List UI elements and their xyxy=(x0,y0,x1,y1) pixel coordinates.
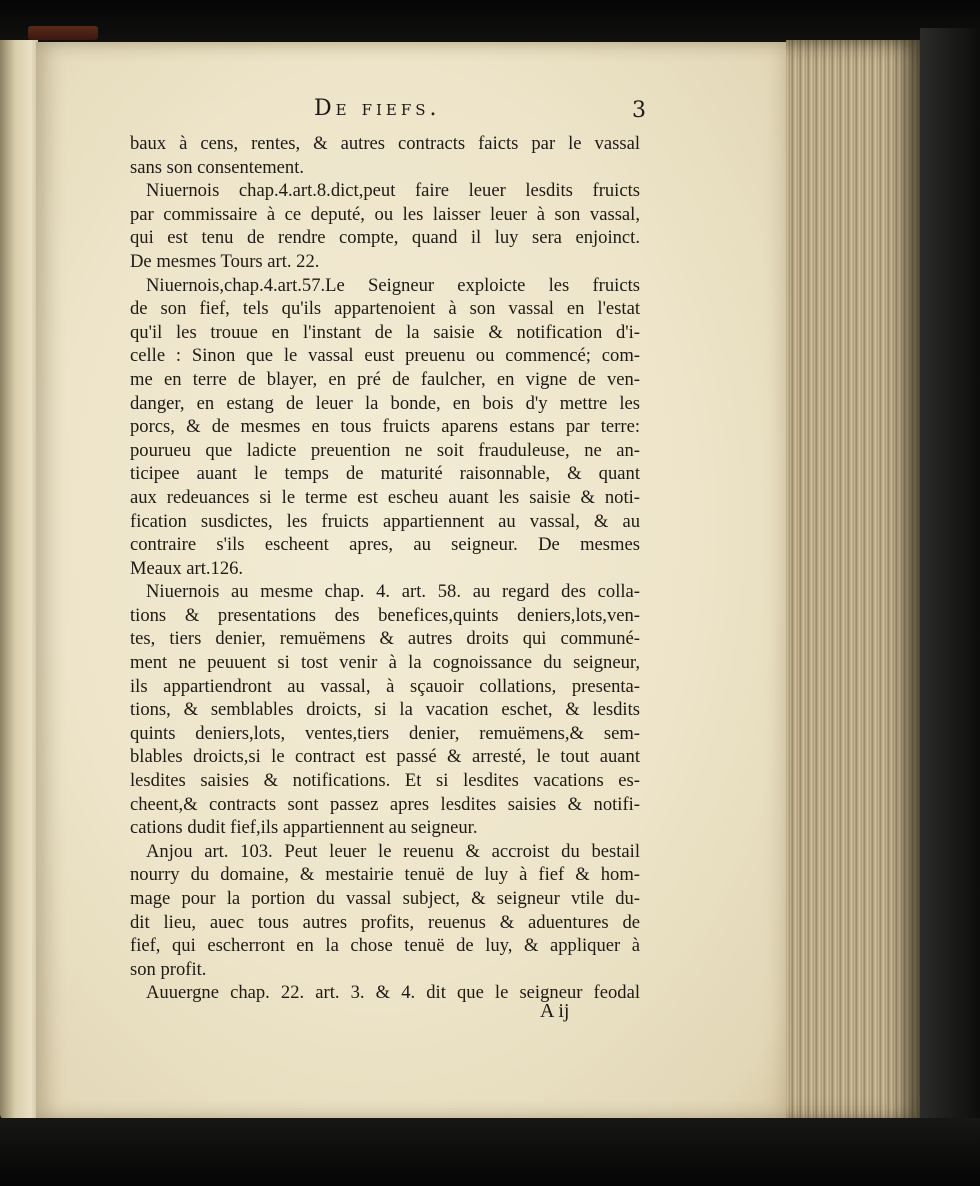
text-line: me en terre de blayer, en pré de faulcher, en vigne de ven- xyxy=(130,368,640,390)
binding-edge xyxy=(28,26,98,40)
text-line: nourry du domaine, & mestairie tenuë de luy à fief & hom- xyxy=(130,864,640,886)
running-head xyxy=(130,96,646,130)
text-line: qu'il les trouue en l'instant de la saisie & notification d'i- xyxy=(130,321,640,343)
text-line: son profit. xyxy=(130,958,207,980)
text-line: Anjou art. 103. Peut leuer le reuenu & accroist du bestail xyxy=(146,840,640,862)
text-line: lesdites saisies & notifications. Et si lesdites vacations es- xyxy=(130,770,640,792)
text-line: Niuernois chap.4.art.8.dict,peut faire leuer lesdits fruicts xyxy=(146,180,640,202)
text-line: baux à cens, rentes, & autres contracts faicts par le vassal xyxy=(130,133,640,154)
text-line: ment ne peuuent si tost venir à la cognoissance du seigneur, xyxy=(130,652,640,674)
text-line: De mesmes Tours art. 22. xyxy=(130,250,320,272)
text-line: Niuernois,chap.4.art.57.Le Seigneur exploicte les fruicts xyxy=(146,274,640,296)
page-stack-edges xyxy=(786,40,928,1124)
text-line: cations dudit fief,ils appartiennent au seigneur. xyxy=(130,817,478,839)
text-line: ils appartiendront au vassal, à sçauoir collations, presenta- xyxy=(130,675,640,697)
text-line: blables droicts,si le contract est passé & arresté, le tout auant xyxy=(130,746,640,768)
text-line: pourueu que ladicte preuention ne soit frauduleuse, ne an- xyxy=(130,439,640,461)
text-line: Niuernois au mesme chap. 4. art. 58. au regard des colla- xyxy=(146,581,640,603)
text-line: par commissaire à ce deputé, ou les laisser leuer à son vassal, xyxy=(130,203,640,225)
text-line: fief, qui escherront en la chose tenuë de luy, & appliquer à xyxy=(130,935,640,957)
text-line: fication susdictes, les fruicts appartiennent au vassal, & au xyxy=(130,510,640,532)
text-line: Meaux art.126. xyxy=(130,557,244,579)
text-line: dit lieu, auec tous autres profits, reuenus & aduentures de xyxy=(130,911,640,933)
text-line: celle : Sinon que le vassal eust preuenu ou commencé; com- xyxy=(130,345,640,367)
text-line: contraire s'ils escheent apres, au seigneur. De mesmes xyxy=(130,534,640,556)
text-line: tes, tiers denier, remuëmens & autres droits qui communé- xyxy=(130,628,640,650)
signature-mark: A ij xyxy=(540,1000,570,1022)
text-line: qui est tenu de rendre compte, quand il luy sera enjoinct. xyxy=(130,227,640,249)
background-bottom xyxy=(0,1118,980,1186)
text-line: tions, & semblables droicts, si la vacation eschet, & lesdits xyxy=(130,699,640,721)
text-line: tions & presentations des benefices,quints deniers,lots,ven- xyxy=(130,604,640,626)
text-line: ticipee auant le temps de maturité raisonnable, & quant xyxy=(130,463,640,485)
text-line: danger, en estang de leuer la bonde, en bois d'y mettre les xyxy=(130,392,640,414)
page-number: 3 xyxy=(632,98,646,123)
text-line: aux redeuances si le terme est escheu auant les saisie & noti- xyxy=(130,486,640,508)
book-cover xyxy=(920,28,980,1186)
left-page-edge xyxy=(0,40,38,1120)
body-text xyxy=(130,132,640,1005)
running-head-title: De fiefs. xyxy=(314,96,441,121)
text-line: mage pour la portion du vassal subject, & seigneur vtile du- xyxy=(130,888,640,909)
text-line: cheent,& contracts sont passez apres lesdites saisies & notifi- xyxy=(130,793,640,815)
text-line: porcs, & de mesmes en tous fruicts aparens estans par terre: xyxy=(130,416,640,438)
text-line: quints deniers,lots, ventes,tiers denier, remuëmens,& sem- xyxy=(130,722,640,744)
text-line: de son fief, tels qu'ils appartenoient à son vassal en l'estat xyxy=(130,298,640,320)
text-line: sans son consentement. xyxy=(130,156,305,178)
text-line: Auuergne chap. 22. art. 3. & 4. dit que le seigneur feodal xyxy=(146,982,640,1004)
